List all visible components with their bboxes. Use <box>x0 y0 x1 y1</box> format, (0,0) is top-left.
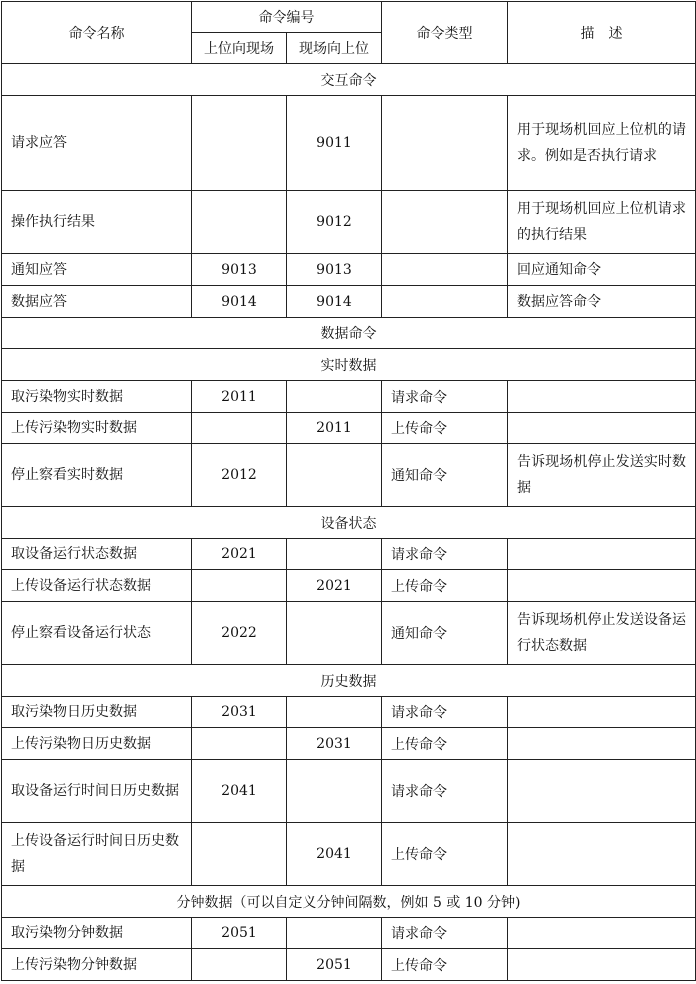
command-type-cell <box>382 96 508 191</box>
description-cell: 用于现场机回应上位机请求的执行结果 <box>508 191 696 254</box>
section-label: 实时数据 <box>2 349 696 381</box>
code-up-cell: 2031 <box>192 697 287 728</box>
code-up-cell <box>192 823 287 886</box>
table-row <box>2 602 696 665</box>
code-up-cell <box>192 949 287 981</box>
code-up-cell: 2021 <box>192 539 287 570</box>
section-label: 设备状态 <box>2 507 696 539</box>
command-name-cell: 上传设备运行状态数据 <box>2 570 192 602</box>
description-cell: 回应通知命令 <box>508 254 696 286</box>
command-name-cell: 取污染物实时数据 <box>2 381 192 413</box>
code-down-cell: 9013 <box>287 254 382 286</box>
header-name: 命令名称 <box>2 2 192 64</box>
code-up-cell <box>192 570 287 602</box>
table-row <box>2 918 696 949</box>
code-down-cell <box>287 444 382 507</box>
code-up-cell: 2012 <box>192 444 287 507</box>
code-down-cell <box>287 760 382 823</box>
table-row <box>2 697 696 728</box>
table-row <box>2 96 696 191</box>
code-down-cell: 2021 <box>287 570 382 602</box>
section-row <box>2 64 696 96</box>
section-label: 交互命令 <box>2 64 696 96</box>
command-name-cell: 操作执行结果 <box>2 191 192 254</box>
command-type-cell <box>382 286 508 318</box>
table-row <box>2 254 696 286</box>
code-up-cell: 2011 <box>192 381 287 413</box>
section-row <box>2 886 696 918</box>
code-up-cell <box>192 96 287 191</box>
code-down-cell <box>287 697 382 728</box>
section-row <box>2 318 696 349</box>
description-cell <box>508 570 696 602</box>
command-name-cell: 上传设备运行时间日历史数据 <box>2 823 192 886</box>
command-type-cell: 上传命令 <box>382 949 508 981</box>
command-name-cell: 停止察看设备运行状态 <box>2 602 192 665</box>
section-row <box>2 349 696 381</box>
command-type-cell: 上传命令 <box>382 823 508 886</box>
code-up-cell: 9013 <box>192 254 287 286</box>
section-label: 历史数据 <box>2 665 696 697</box>
command-name-cell: 上传污染物日历史数据 <box>2 728 192 760</box>
header-desc: 描 述 <box>508 2 696 64</box>
command-name-cell: 数据应答 <box>2 286 192 318</box>
code-up-cell: 2051 <box>192 918 287 949</box>
code-down-cell: 2051 <box>287 949 382 981</box>
command-type-cell: 请求命令 <box>382 697 508 728</box>
section-label: 分钟数据（可以自定义分钟间隔数，例如 5 或 10 分钟) <box>2 886 696 918</box>
description-cell: 用于现场机回应上位机的请求。例如是否执行请求 <box>508 96 696 191</box>
command-name-cell: 上传污染物实时数据 <box>2 413 192 444</box>
description-cell <box>508 823 696 886</box>
description-cell <box>508 539 696 570</box>
command-type-cell: 通知命令 <box>382 444 508 507</box>
command-type-cell: 请求命令 <box>382 539 508 570</box>
header-code-group: 命令编号 <box>192 2 382 33</box>
code-down-cell: 2011 <box>287 413 382 444</box>
command-name-cell: 取设备运行状态数据 <box>2 539 192 570</box>
code-up-cell: 2041 <box>192 760 287 823</box>
header-code-down: 现场向上位 <box>287 33 382 64</box>
table-row <box>2 381 696 413</box>
command-type-cell: 通知命令 <box>382 602 508 665</box>
command-type-cell: 请求命令 <box>382 760 508 823</box>
code-down-cell: 9011 <box>287 96 382 191</box>
description-cell <box>508 949 696 981</box>
command-name-cell: 请求应答 <box>2 96 192 191</box>
command-table <box>1 1 696 981</box>
description-cell <box>508 918 696 949</box>
header-type: 命令类型 <box>382 2 508 64</box>
command-type-cell: 上传命令 <box>382 728 508 760</box>
description-cell <box>508 728 696 760</box>
description-cell <box>508 381 696 413</box>
table-row <box>2 413 696 444</box>
code-up-cell <box>192 728 287 760</box>
command-type-cell: 上传命令 <box>382 570 508 602</box>
code-up-cell: 9014 <box>192 286 287 318</box>
table-row <box>2 728 696 760</box>
code-down-cell: 9014 <box>287 286 382 318</box>
section-row <box>2 665 696 697</box>
section-label: 数据命令 <box>2 318 696 349</box>
table-row <box>2 823 696 886</box>
code-down-cell: 2041 <box>287 823 382 886</box>
description-cell: 告诉现场机停止发送实时数据 <box>508 444 696 507</box>
command-name-cell: 上传污染物分钟数据 <box>2 949 192 981</box>
command-type-cell: 请求命令 <box>382 918 508 949</box>
table-row <box>2 570 696 602</box>
code-down-cell: 9012 <box>287 191 382 254</box>
table-row <box>2 539 696 570</box>
command-name-cell: 停止察看实时数据 <box>2 444 192 507</box>
command-type-cell <box>382 191 508 254</box>
table-body <box>2 64 696 981</box>
command-type-cell: 上传命令 <box>382 413 508 444</box>
code-down-cell <box>287 918 382 949</box>
table-row <box>2 760 696 823</box>
code-down-cell <box>287 602 382 665</box>
code-up-cell <box>192 191 287 254</box>
code-down-cell: 2031 <box>287 728 382 760</box>
table-row <box>2 444 696 507</box>
table-row <box>2 191 696 254</box>
command-name-cell: 取污染物日历史数据 <box>2 697 192 728</box>
code-up-cell: 2022 <box>192 602 287 665</box>
description-cell: 数据应答命令 <box>508 286 696 318</box>
command-name-cell: 取污染物分钟数据 <box>2 918 192 949</box>
command-type-cell <box>382 254 508 286</box>
header-code-up: 上位向现场 <box>192 33 287 64</box>
description-cell <box>508 697 696 728</box>
command-name-cell: 取设备运行时间日历史数据 <box>2 760 192 823</box>
description-cell <box>508 760 696 823</box>
code-up-cell <box>192 413 287 444</box>
code-down-cell <box>287 381 382 413</box>
description-cell <box>508 413 696 444</box>
section-row <box>2 507 696 539</box>
command-name-cell: 通知应答 <box>2 254 192 286</box>
table-row <box>2 949 696 981</box>
command-type-cell: 请求命令 <box>382 381 508 413</box>
code-down-cell <box>287 539 382 570</box>
description-cell: 告诉现场机停止发送设备运行状态数据 <box>508 602 696 665</box>
table-row <box>2 286 696 318</box>
